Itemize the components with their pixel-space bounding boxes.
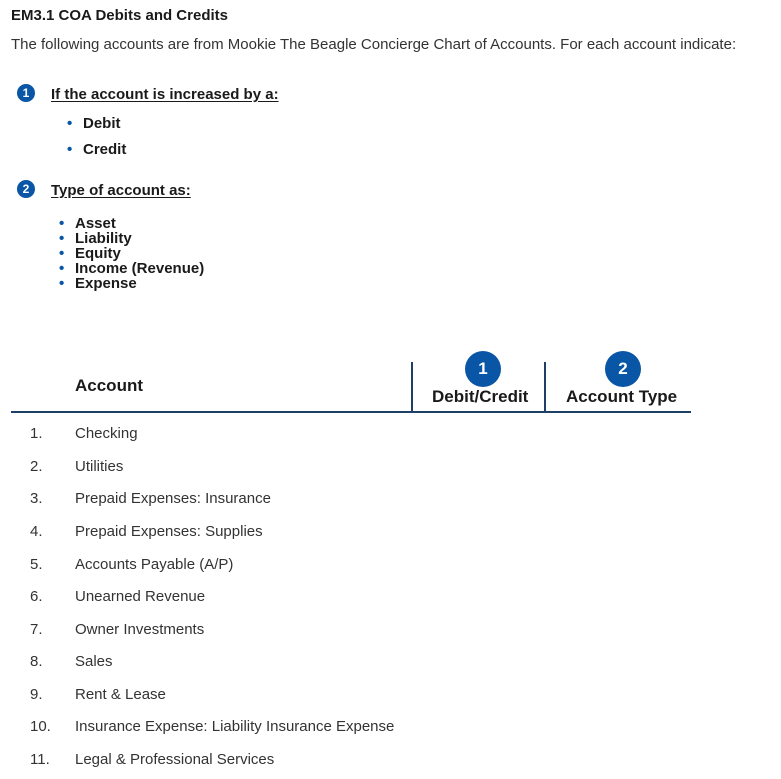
table-row bbox=[0, 422, 700, 446]
section-1-heading: If the account is increased by a: bbox=[51, 86, 279, 103]
account-name: Prepaid Expenses: Insurance bbox=[75, 490, 271, 507]
row-number: 7. bbox=[30, 621, 43, 638]
list-item: • Income (Revenue) bbox=[59, 261, 204, 276]
step-1-badge: 1 bbox=[17, 84, 35, 102]
row-number: 4. bbox=[30, 523, 43, 540]
table-row bbox=[0, 715, 700, 739]
row-number: 2. bbox=[30, 458, 43, 475]
account-name: Sales bbox=[75, 653, 113, 670]
account-name: Rent & Lease bbox=[75, 686, 166, 703]
row-number: 9. bbox=[30, 686, 43, 703]
row-number: 8. bbox=[30, 653, 43, 670]
table-row bbox=[0, 585, 700, 609]
section-2-heading: Type of account as: bbox=[51, 182, 191, 199]
column-divider bbox=[544, 362, 546, 412]
list-item: • Asset bbox=[59, 216, 204, 231]
account-name: Checking bbox=[75, 425, 138, 442]
increase-options-list bbox=[67, 114, 126, 166]
step-2-badge: 2 bbox=[17, 180, 35, 198]
table-row bbox=[0, 683, 700, 707]
list-item: • Debit bbox=[67, 114, 126, 140]
table-row bbox=[0, 455, 700, 479]
column-1-badge: 1 bbox=[465, 351, 501, 387]
column-2-badge: 2 bbox=[605, 351, 641, 387]
table-row bbox=[0, 618, 700, 642]
table-row bbox=[0, 520, 700, 544]
table-row bbox=[0, 650, 700, 674]
account-name: Owner Investments bbox=[75, 621, 205, 638]
account-name: Utilities bbox=[75, 458, 124, 475]
row-number: 1. bbox=[30, 425, 43, 442]
row-number: 3. bbox=[30, 490, 43, 507]
table-row bbox=[0, 553, 700, 577]
list-item: • Equity bbox=[59, 246, 204, 261]
table-header-rule bbox=[11, 411, 691, 413]
column-header-account: Account bbox=[75, 376, 143, 395]
list-item: • Liability bbox=[59, 231, 204, 246]
row-number: 6. bbox=[30, 588, 43, 605]
list-item: • Expense bbox=[59, 276, 204, 291]
account-name: Unearned Revenue bbox=[75, 588, 206, 605]
account-name: Insurance Expense: Liability Insurance Expense bbox=[75, 718, 395, 735]
account-type-list bbox=[59, 216, 204, 291]
row-number: 11. bbox=[30, 751, 50, 768]
column-divider bbox=[411, 362, 413, 412]
row-number: 5. bbox=[30, 556, 43, 573]
column-header-account-type: Account Type bbox=[566, 387, 678, 406]
account-name: Accounts Payable (A/P) bbox=[75, 556, 234, 573]
list-item: • Credit bbox=[67, 140, 126, 166]
account-name: Legal & Professional Services bbox=[75, 751, 275, 768]
intro-text: The following accounts are from Mookie The Beagle Concierge Chart of Accounts. For each account indicate: bbox=[11, 36, 737, 53]
column-header-debit-credit: Debit/Credit bbox=[432, 387, 529, 406]
table-row bbox=[0, 487, 700, 511]
page-title: EM3.1 COA Debits and Credits bbox=[11, 7, 228, 24]
table-row bbox=[0, 748, 700, 772]
account-name: Prepaid Expenses: Supplies bbox=[75, 523, 263, 540]
row-number: 10. bbox=[30, 718, 51, 735]
